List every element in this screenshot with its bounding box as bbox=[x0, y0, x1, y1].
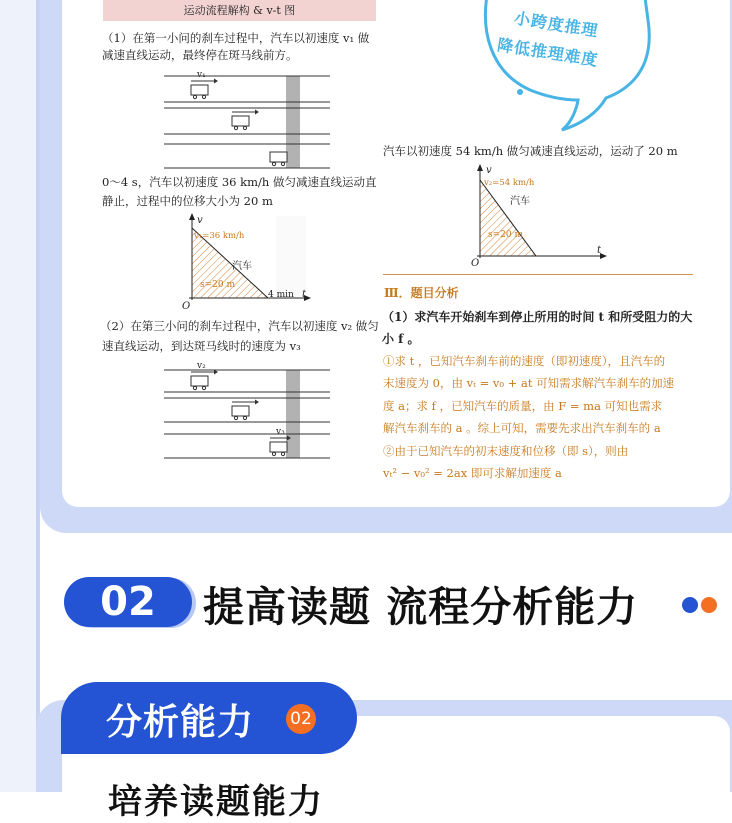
crosswalk bbox=[286, 370, 300, 458]
origin-label: O bbox=[471, 258, 480, 266]
bubble-dot bbox=[517, 89, 523, 95]
graph-bg bbox=[276, 216, 306, 296]
velocity-area bbox=[480, 180, 536, 256]
t-axis-label: t bbox=[597, 245, 602, 256]
v1-label: v₁=36 km/h bbox=[194, 231, 245, 241]
v-axis-label: v bbox=[486, 165, 492, 176]
area-label: s=20 m bbox=[488, 230, 524, 240]
para-1-line-2: 减速直线运动，最终停在斑马线前方。 bbox=[102, 48, 298, 62]
decor-dot-orange bbox=[701, 597, 717, 613]
para-2-line-1: 0～4 s，汽车以初速度 36 km/h 做匀减速直线运动直 bbox=[102, 175, 377, 189]
vt-graph-2 bbox=[470, 162, 610, 266]
analysis-line-1: ①求 t ，已知汽车刹车前的速度（即初速度），且汽车的 bbox=[383, 354, 666, 368]
section-divider bbox=[383, 274, 693, 275]
velocity-arrowhead bbox=[255, 110, 259, 115]
para-1-line-1: （1）在第一小问的刹车过程中，汽车以初速度 v₁ 做 bbox=[102, 31, 370, 45]
analysis-line-5: ②由于已知汽车的初末速度和位移（即 s），则由 bbox=[383, 444, 629, 458]
lane-label-v1: v₁ bbox=[197, 70, 206, 80]
analysis-line-3: 度 a；求 f ，已知汽车的质量，由 F = ma 可知也需求 bbox=[383, 399, 663, 413]
car-icon bbox=[232, 116, 249, 130]
origin-label: O bbox=[182, 301, 191, 312]
analysis-line-2: 末速度为 0，由 vₜ = v₀ + at 可知需求解汽车刹车的加速 bbox=[383, 376, 675, 390]
v-axis-label: v bbox=[197, 215, 203, 226]
vt-graph-1 bbox=[180, 212, 315, 314]
lane-diagram-2 bbox=[160, 358, 335, 462]
bubble-text-line-2: 降低推理难度 bbox=[495, 35, 600, 70]
para-3-line-1: （2）在第三小问的刹车过程中，汽车以初速度 v₂ 做匀 bbox=[100, 319, 379, 333]
car-icon bbox=[270, 152, 287, 166]
left-margin-strip bbox=[0, 0, 36, 792]
decor-dot-blue bbox=[682, 597, 698, 613]
analysis-section-heading: Ⅲ．题目分析 bbox=[384, 286, 459, 300]
analysis-line-4: 解汽车刹车的 a 。综上可知，需要先求出汽车刹车的 a bbox=[383, 421, 661, 435]
card-tab-title: 分析能力 bbox=[106, 702, 255, 743]
para-2-line-2: 静止，过程中的位移大小为 20 m bbox=[102, 194, 273, 208]
area-label: s=20 m bbox=[200, 280, 236, 290]
car-icon bbox=[270, 442, 287, 456]
car-icon bbox=[191, 376, 208, 390]
lane-label-v3: v₃ bbox=[276, 427, 285, 437]
crosswalk bbox=[286, 76, 300, 168]
v-axis-arrow bbox=[189, 213, 195, 220]
lane-label-v2: v₂ bbox=[197, 361, 206, 371]
car-icon bbox=[191, 85, 208, 99]
v2-label: v₂=54 km/h bbox=[484, 178, 535, 188]
v-axis-arrow bbox=[477, 164, 483, 171]
car-label: 汽车 bbox=[510, 196, 530, 207]
panel-header: 运动流程解构 & v-t 图 bbox=[103, 0, 376, 21]
card-heading: 培养读题能力 bbox=[108, 782, 324, 822]
para-3-line-2: 速直线运动，到达斑马线时的速度为 v₃ bbox=[102, 339, 301, 353]
car-label: 汽车 bbox=[232, 261, 252, 272]
t-axis-label: t bbox=[302, 289, 307, 300]
section-number: 02 bbox=[100, 579, 156, 625]
time-label: 4 min bbox=[268, 290, 294, 300]
car-icon bbox=[232, 406, 249, 420]
lane-diagram-1 bbox=[160, 68, 335, 172]
section-title: 提高读题 流程分析能力 bbox=[203, 583, 639, 631]
analysis-line-6: vₜ² − v₀² = 2ax 即可求解加速度 a bbox=[383, 466, 562, 480]
card-tab-badge: 02 bbox=[286, 704, 316, 734]
question-text: （1）求汽车开始刹车到停止所用的时间 t 和所受阻力的大小 f 。 bbox=[382, 310, 693, 346]
velocity-arrowhead bbox=[255, 400, 259, 405]
t-axis-arrow bbox=[600, 253, 607, 259]
right-intro-line: 汽车以初速度 54 km/h 做匀减速直线运动，运动了 20 m bbox=[383, 144, 678, 158]
velocity-arrowhead bbox=[214, 79, 218, 84]
bubble-text-line-1: 小跨度推理 bbox=[512, 8, 600, 41]
